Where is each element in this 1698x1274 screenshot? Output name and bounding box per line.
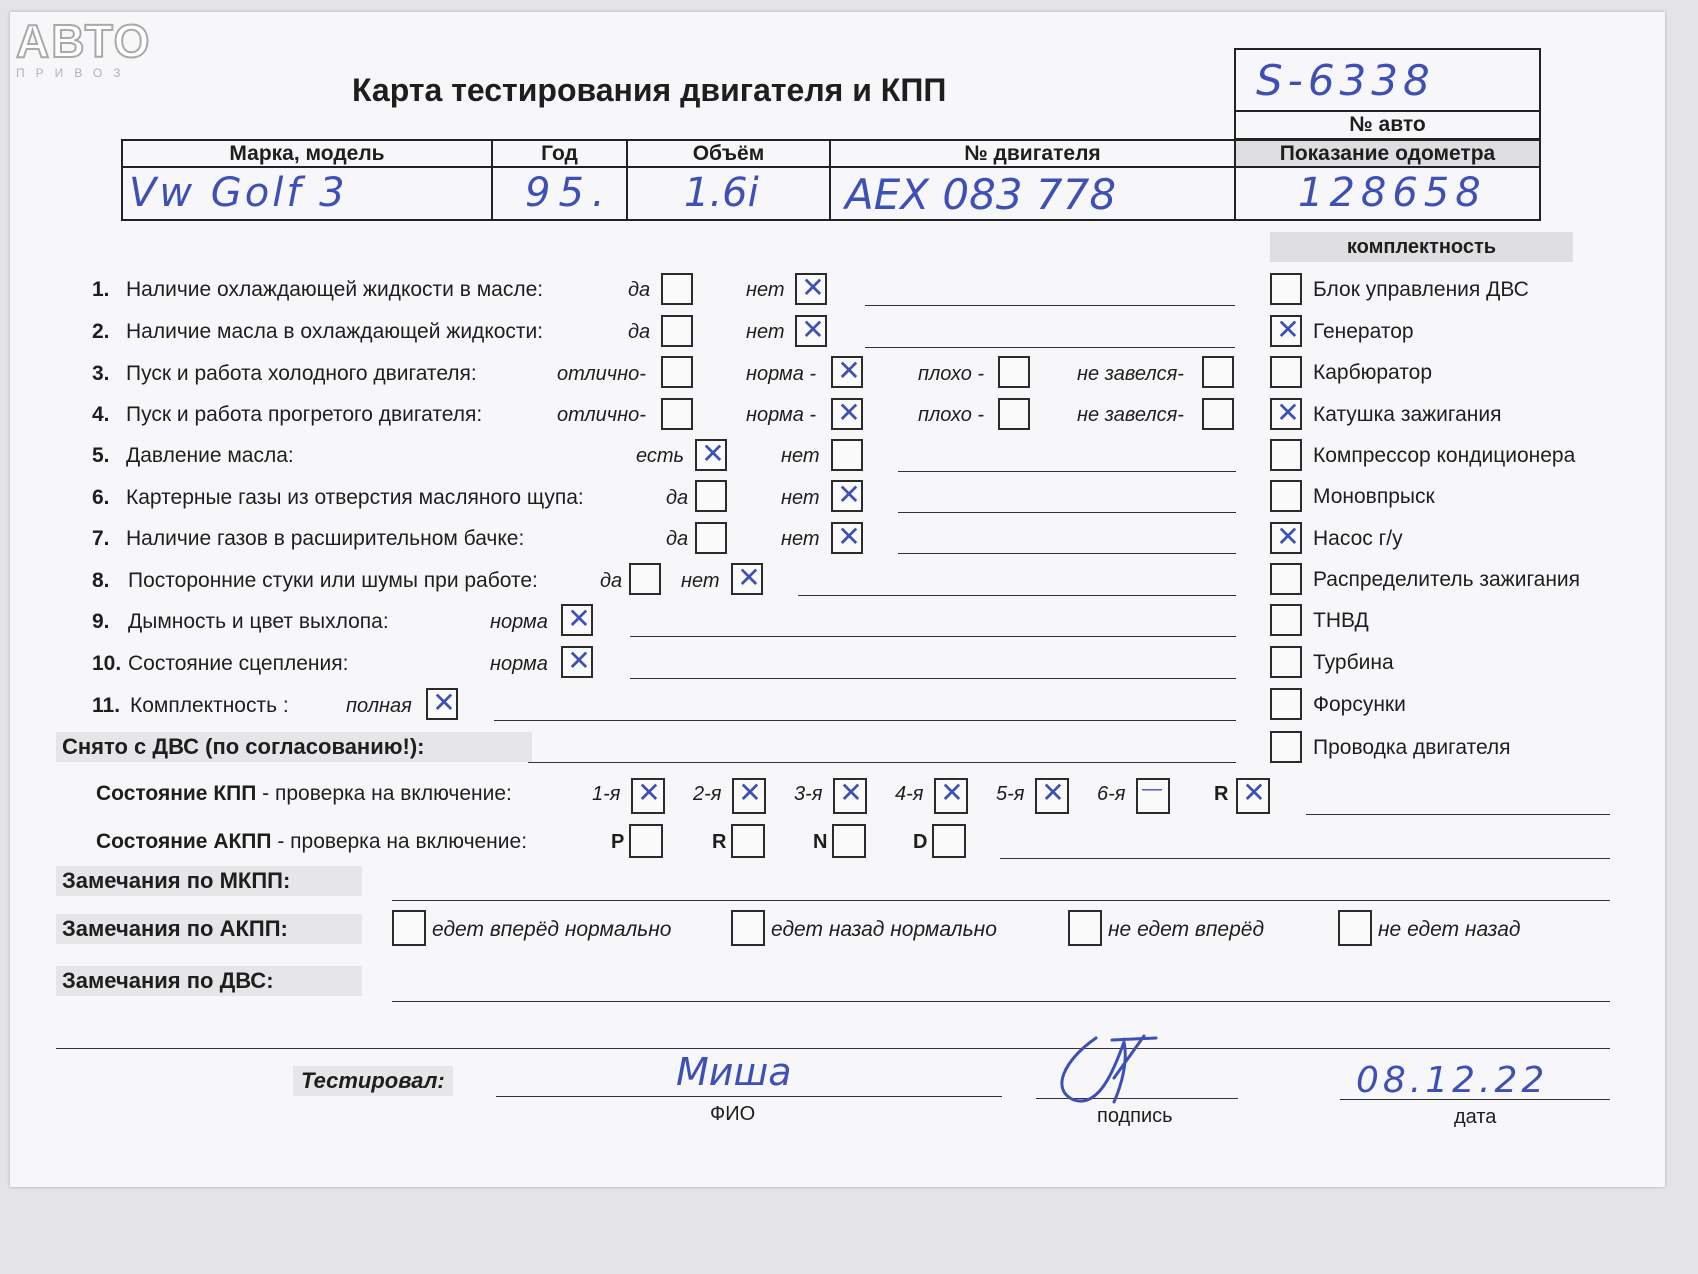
checkbox[interactable] — [561, 604, 593, 636]
date-caption: дата — [1454, 1106, 1497, 1128]
gear-label: 4-я — [895, 783, 924, 805]
option-label: полная — [346, 695, 412, 717]
make-cell — [121, 166, 493, 221]
checkbox[interactable] — [661, 273, 693, 305]
option-label: норма - — [746, 363, 817, 385]
engine-cell — [829, 166, 1236, 221]
kit-item-label: Моновпрыск — [1313, 485, 1435, 508]
checkbox[interactable] — [561, 646, 593, 678]
removed-from-engine-label: Снято с ДВС (по согласованию!): — [56, 732, 532, 762]
remarks-manual-line — [392, 900, 1610, 901]
kit-checkbox[interactable] — [1270, 646, 1302, 678]
gear-label: 6-я — [1097, 783, 1126, 805]
checkbox[interactable] — [998, 356, 1030, 388]
answer-line — [898, 471, 1236, 472]
option-label: норма — [490, 611, 548, 633]
watermark-sub-text: ПРИВОЗ — [16, 66, 132, 80]
question-number: 8. — [92, 569, 110, 592]
checkbox[interactable] — [426, 688, 458, 720]
kit-item-label: Карбюратор — [1313, 361, 1433, 384]
checkbox[interactable] — [831, 480, 863, 512]
checkbox[interactable] — [661, 398, 693, 430]
checkbox[interactable] — [1202, 398, 1234, 430]
option-label: плохо - — [918, 363, 985, 385]
kit-item-label: Форсунки — [1313, 693, 1406, 716]
answer-line — [865, 305, 1235, 306]
question-text: Картерные газы из отверстия масляного щупа: — [126, 486, 584, 509]
checkbox[interactable] — [695, 480, 727, 512]
question-text: Наличие газов в расширительном бачке: — [126, 527, 525, 550]
answer-line — [798, 595, 1236, 596]
no-forward-label: не едет вперёд — [1108, 918, 1265, 941]
option-label: плохо - — [918, 404, 985, 426]
kit-item-label: Распределитель зажигания — [1313, 568, 1581, 591]
car-number-cell — [1234, 48, 1541, 112]
odometer-cell — [1234, 166, 1541, 221]
automatic-gearbox-label-rest: - проверка на включение: — [271, 830, 528, 853]
question-number: 1. — [92, 278, 110, 301]
option-label: да — [666, 528, 689, 550]
reverse-normal-checkbox[interactable] — [731, 910, 765, 946]
checkbox[interactable] — [1202, 356, 1234, 388]
year-label: Год — [491, 139, 628, 168]
make-label: Марка, модель — [121, 139, 493, 168]
no-reverse-checkbox[interactable] — [1338, 910, 1372, 946]
question-number: 11. — [92, 694, 121, 717]
question-number: 4. — [92, 403, 110, 426]
gear-label: 1-я — [592, 783, 621, 805]
question-text: Наличие масла в охлаждающей жидкости: — [126, 320, 544, 343]
mode-checkbox[interactable] — [932, 824, 966, 858]
kit-checkbox[interactable] — [1270, 688, 1302, 720]
year-value: 95. — [525, 170, 613, 216]
checkbox[interactable] — [661, 315, 693, 347]
mode-checkbox[interactable] — [629, 824, 663, 858]
no-reverse-label: не едет назад — [1378, 918, 1521, 941]
question-text: Давление масла: — [126, 444, 294, 467]
checkbox[interactable] — [998, 398, 1030, 430]
option-label: отлично- — [557, 404, 646, 426]
option-label: норма - — [746, 404, 817, 426]
option-label: не завелся- — [1077, 363, 1184, 385]
gear-label: R — [1214, 783, 1229, 805]
question-text: Наличие охлаждающей жидкости в масле: — [126, 278, 544, 301]
gear-checkbox[interactable] — [1035, 778, 1069, 814]
question-number: 5. — [92, 444, 110, 467]
gear-label: 3-я — [794, 783, 823, 805]
tester-name-value: Миша — [676, 1050, 792, 1094]
remarks-automatic-label: Замечания по АКПП: — [56, 914, 362, 944]
option-label: норма — [490, 653, 548, 675]
option-label: да — [666, 487, 689, 509]
forward-normal-checkbox[interactable] — [392, 910, 426, 946]
removed-answer-line — [528, 762, 1236, 763]
engine-label: № двигателя — [829, 139, 1236, 168]
option-label: нет — [681, 570, 720, 592]
remarks-engine-line — [392, 1001, 1610, 1002]
remarks-manual-label: Замечания по МКПП: — [56, 866, 362, 896]
option-label: нет — [781, 528, 820, 550]
option-label: отлично- — [557, 363, 646, 385]
checkbox[interactable] — [731, 563, 763, 595]
question-number: 9. — [92, 610, 110, 633]
avtoprivoz-watermark-logo — [16, 15, 152, 80]
checkbox[interactable] — [795, 315, 827, 347]
signature-caption: подпись — [1097, 1105, 1173, 1127]
question-text: Пуск и работа прогретого двигателя: — [126, 403, 483, 426]
kit-item-label: Турбина — [1313, 651, 1394, 674]
checkbox[interactable] — [831, 439, 863, 471]
kit-checkbox[interactable] — [1270, 522, 1302, 554]
checkbox[interactable] — [831, 356, 863, 388]
make-value: Vw Golf 3 — [129, 170, 348, 216]
kit-title: комплектность — [1270, 232, 1573, 262]
year-cell — [491, 166, 628, 221]
answer-line — [494, 720, 1236, 721]
gear-label: 5-я — [996, 783, 1025, 805]
question-text: Комплектность : — [130, 694, 289, 717]
checkbox[interactable] — [629, 563, 661, 595]
remarks-engine-label: Замечания по ДВС: — [56, 966, 362, 996]
gear-checkbox[interactable] — [631, 778, 665, 814]
no-forward-checkbox[interactable] — [1068, 910, 1102, 946]
name-caption: ФИО — [710, 1103, 756, 1125]
mode-answer-line — [1000, 858, 1610, 859]
kit-item-label: Насос г/у — [1313, 527, 1403, 550]
odometer-value: 128658 — [1298, 170, 1487, 216]
question-number: 2. — [92, 320, 110, 343]
option-label: не завелся- — [1077, 404, 1184, 426]
kit-item-label: Компрессор кондиционера — [1313, 444, 1576, 467]
page-title: Карта тестирования двигателя и КПП — [352, 72, 947, 108]
option-label: да — [628, 321, 651, 343]
mode-checkbox[interactable] — [832, 824, 866, 858]
gear-checkbox[interactable] — [833, 778, 867, 814]
answer-line — [898, 512, 1236, 513]
option-label: да — [600, 570, 623, 592]
kit-checkbox[interactable] — [1270, 398, 1302, 430]
manual-gearbox-row-label — [96, 782, 512, 806]
reverse-normal-label: едет назад нормально — [771, 918, 997, 941]
manual-gearbox-label-rest: - проверка на включение: — [256, 782, 512, 805]
automatic-gearbox-row-label — [96, 830, 527, 854]
gear-checkbox[interactable] — [732, 778, 766, 814]
option-label: нет — [781, 487, 820, 509]
question-text: Дымность и цвет выхлопа: — [128, 610, 389, 633]
mode-label: R — [712, 831, 727, 853]
question-number: 7. — [92, 527, 110, 550]
volume-label: Объём — [626, 139, 831, 168]
question-text: Состояние сцепления: — [128, 652, 349, 675]
checkbox[interactable] — [661, 356, 693, 388]
kit-checkbox[interactable] — [1270, 563, 1302, 595]
kit-checkbox[interactable] — [1270, 604, 1302, 636]
kit-item-label: Генератор — [1313, 320, 1414, 343]
gear-label: 2-я — [693, 783, 722, 805]
option-label: есть — [636, 445, 685, 467]
answer-line — [898, 553, 1236, 554]
kit-checkbox[interactable] — [1270, 480, 1302, 512]
gear-checkbox[interactable] — [934, 778, 968, 814]
date-value: 08.12.22 — [1356, 1060, 1549, 1101]
answer-line — [630, 636, 1236, 637]
answer-line — [630, 678, 1236, 679]
checkbox[interactable] — [795, 273, 827, 305]
forward-normal-label: едет вперёд нормально — [432, 918, 672, 941]
option-label: нет — [781, 445, 820, 467]
kit-item-label: Проводка двигателя — [1313, 736, 1511, 759]
gear-checkbox[interactable] — [1136, 778, 1170, 814]
remarks-extra-line — [56, 1048, 1610, 1049]
option-label: нет — [746, 321, 785, 343]
question-number: 6. — [92, 486, 110, 509]
kit-checkbox[interactable] — [1270, 315, 1302, 347]
answer-line — [865, 347, 1235, 348]
volume-value: 1.6i — [684, 170, 759, 216]
mode-checkbox[interactable] — [731, 824, 765, 858]
kit-item-label: Катушка зажигания — [1313, 403, 1502, 426]
car-number-label: № авто — [1234, 110, 1541, 140]
option-label: да — [628, 279, 651, 301]
kit-item-label: ТНВД — [1313, 609, 1369, 632]
gear-answer-line — [1306, 814, 1610, 815]
mode-label: N — [813, 831, 828, 853]
tested-by-label: Тестировал: — [293, 1066, 453, 1096]
name-line — [496, 1096, 1002, 1097]
volume-cell — [626, 166, 831, 221]
automatic-gearbox-label-bold: Состояние АКПП — [96, 830, 272, 853]
question-text: Посторонние стуки или шумы при работе: — [128, 569, 538, 592]
checkbox[interactable] — [695, 439, 727, 471]
kit-checkbox[interactable] — [1270, 273, 1302, 305]
checkbox[interactable] — [831, 398, 863, 430]
watermark-logo-text: АВТО — [16, 15, 152, 67]
kit-checkbox[interactable] — [1270, 731, 1302, 763]
engine-value: AEX 083 778 — [845, 170, 1117, 219]
odometer-label: Показание одометра — [1234, 139, 1541, 168]
kit-checkbox[interactable] — [1270, 356, 1302, 388]
checkbox[interactable] — [695, 522, 727, 554]
option-label: нет — [746, 279, 785, 301]
question-number: 3. — [92, 362, 110, 385]
question-number: 10. — [92, 652, 122, 675]
signature-drawing — [1044, 1030, 1174, 1110]
kit-checkbox[interactable] — [1270, 439, 1302, 471]
mode-label: D — [913, 831, 928, 853]
gear-checkbox[interactable] — [1236, 778, 1270, 814]
car-number-value: S-6338 — [1256, 56, 1435, 105]
checkbox[interactable] — [831, 522, 863, 554]
kit-item-label: Блок управления ДВС — [1313, 278, 1529, 301]
manual-gearbox-label-bold: Состояние КПП — [96, 782, 257, 805]
question-text: Пуск и работа холодного двигателя: — [126, 362, 477, 385]
mode-label: P — [611, 831, 625, 853]
